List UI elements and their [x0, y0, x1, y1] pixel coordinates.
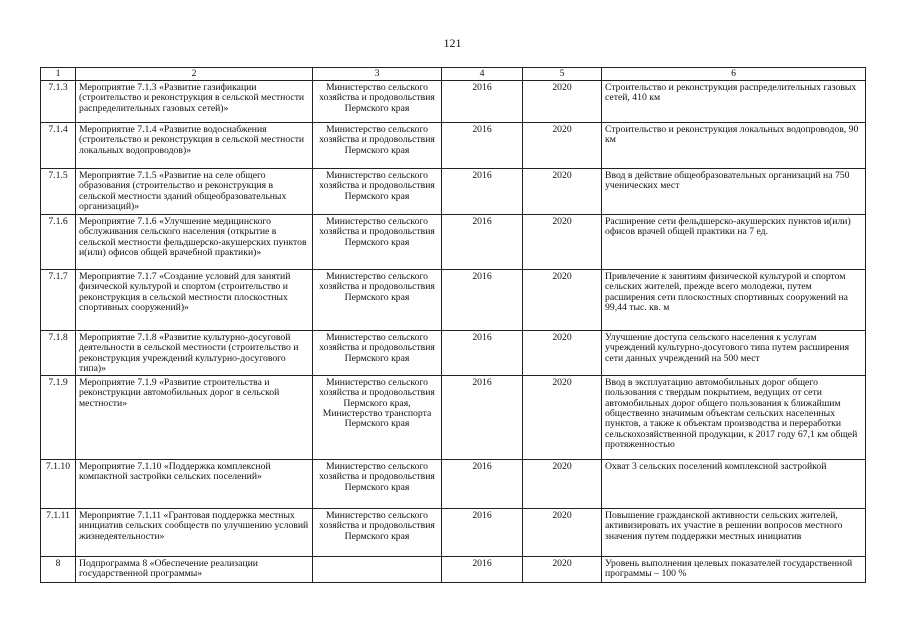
- expected-result: Привлечение к занятиям физической культурой и спортом сельских жителей, прежде всего молодежи, путем расширения сети плоскостных спортивных сооружений на 99,44 тыс. кв. м: [602, 270, 866, 331]
- column-number: 1: [41, 68, 76, 81]
- measure-number: 8: [41, 557, 76, 583]
- table-row: [41, 509, 866, 557]
- measure-number: 7.1.11: [41, 509, 76, 557]
- start-year: 2016: [442, 557, 523, 583]
- start-year: 2016: [442, 509, 523, 557]
- end-year: 2020: [523, 331, 602, 376]
- expected-result: Уровень выполнения целевых показателей государственной программы – 100 %: [602, 557, 866, 583]
- measure-number: 7.1.7: [41, 270, 76, 331]
- start-year: 2016: [442, 215, 523, 270]
- page-number: 121: [443, 36, 462, 50]
- responsible-executor: Министерство сельского хозяйства и продовольствия Пермского края: [313, 123, 442, 169]
- responsible-executor: Министерство сельского хозяйства и продовольствия Пермского края: [313, 270, 442, 331]
- table-row: [41, 215, 866, 270]
- start-year: 2016: [442, 460, 523, 509]
- start-year: 2016: [442, 270, 523, 331]
- table-row: [41, 376, 866, 460]
- column-number: 4: [442, 68, 523, 81]
- start-year: 2016: [442, 376, 523, 460]
- table-row: [41, 557, 866, 583]
- column-number: 2: [76, 68, 313, 81]
- table-row: [41, 270, 866, 331]
- expected-result: Охват 3 сельских поселений комплексной застройкой: [602, 460, 866, 509]
- table-row: [41, 123, 866, 169]
- table-row: [41, 331, 866, 376]
- measure-description: Мероприятие 7.1.3 «Развитие газификации (строительство и реконструкция в сельской местности распределительных газовых сетей)»: [76, 81, 313, 123]
- responsible-executor: Министерство сельского хозяйства и продовольствия Пермского края: [313, 509, 442, 557]
- end-year: 2020: [523, 169, 602, 215]
- end-year: 2020: [523, 460, 602, 509]
- end-year: 2020: [523, 557, 602, 583]
- responsible-executor: Министерство сельского хозяйства и продовольствия Пермского края: [313, 81, 442, 123]
- column-number: 6: [602, 68, 866, 81]
- column-number-row: [41, 68, 866, 81]
- measure-description: Мероприятие 7.1.9 «Развитие строительства и реконструкции автомобильных дорог в сельской местности»: [76, 376, 313, 460]
- end-year: 2020: [523, 81, 602, 123]
- table-row: [41, 169, 866, 215]
- measure-description: Мероприятие 7.1.7 «Создание условий для занятий физической культурой и спортом (строительство и реконструкция в сельской местности плоскостных спортивных сооружений)»: [76, 270, 313, 331]
- measure-number: 7.1.5: [41, 169, 76, 215]
- responsible-executor: Министерство сельского хозяйства и продовольствия Пермского края, Министерство транспорта Пермского края: [313, 376, 442, 460]
- expected-result: Ввод в эксплуатацию автомобильных дорог общего пользования с твердым покрытием, ведущих от сети автомобильных дорог общего пользования к ближайшим общественно значимым объектам сельских населенных пунктов, а также к объектам производства и переработки сельскохозяйственной продукции, к 2017 году 67,1 км общей протяженностью: [602, 376, 866, 460]
- start-year: 2016: [442, 169, 523, 215]
- responsible-executor: Министерство сельского хозяйства и продовольствия Пермского края: [313, 460, 442, 509]
- measure-description: Мероприятие 7.1.11 «Грантовая поддержка местных инициатив сельских сообществ по улучшению условий жизнедеятельности»: [76, 509, 313, 557]
- measure-description: Мероприятие 7.1.5 «Развитие на селе общего образования (строительство и реконструкция в сельской местности зданий общеобразовательных организаций)»: [76, 169, 313, 215]
- program-measures-table: [40, 67, 866, 583]
- measure-number: 7.1.6: [41, 215, 76, 270]
- responsible-executor: [313, 557, 442, 583]
- measure-number: 7.1.10: [41, 460, 76, 509]
- measure-number: 7.1.8: [41, 331, 76, 376]
- expected-result: Повышение гражданской активности сельских жителей, активизировать их участие в решении вопросов местного значения путем поддержки местных инициатив: [602, 509, 866, 557]
- expected-result: Ввод в действие общеобразовательных организаций на 750 ученических мест: [602, 169, 866, 215]
- measure-description: Мероприятие 7.1.6 «Улучшение медицинского обслуживания сельского населения (открытие в сельской местности фельдшерско-акушерских пунктов и(или) офисов общей врачебной практики)»: [76, 215, 313, 270]
- start-year: 2016: [442, 331, 523, 376]
- expected-result: Строительство и реконструкция локальных водопроводов, 90 км: [602, 123, 866, 169]
- end-year: 2020: [523, 215, 602, 270]
- measure-description: Мероприятие 7.1.8 «Развитие культурно-досуговой деятельности в сельской местности (строительство и реконструкция учреждений культурно-досугового типа)»: [76, 331, 313, 376]
- expected-result: Строительство и реконструкция распределительных газовых сетей, 410 км: [602, 81, 866, 123]
- column-number: 5: [523, 68, 602, 81]
- end-year: 2020: [523, 376, 602, 460]
- measure-description: Подпрограмма 8 «Обеспечение реализации государственной программы»: [76, 557, 313, 583]
- end-year: 2020: [523, 509, 602, 557]
- start-year: 2016: [442, 81, 523, 123]
- end-year: 2020: [523, 123, 602, 169]
- start-year: 2016: [442, 123, 523, 169]
- expected-result: Расширение сети фельдшерско-акушерских пунктов и(или) офисов врачей общей практики на 7 ед.: [602, 215, 866, 270]
- responsible-executor: Министерство сельского хозяйства и продовольствия Пермского края: [313, 331, 442, 376]
- measure-description: Мероприятие 7.1.10 «Поддержка комплексной компактной застройки сельских поселений»: [76, 460, 313, 509]
- expected-result: Улучшение доступа сельского населения к услугам учреждений культурно-досугового типа путем расширения сети данных учреждений на 500 мест: [602, 331, 866, 376]
- table-row: [41, 81, 866, 123]
- measure-number: 7.1.3: [41, 81, 76, 123]
- column-number: 3: [313, 68, 442, 81]
- measure-description: Мероприятие 7.1.4 «Развитие водоснабжения (строительство и реконструкция в сельской местности локальных водопроводов)»: [76, 123, 313, 169]
- responsible-executor: Министерство сельского хозяйства и продовольствия Пермского края: [313, 215, 442, 270]
- table-row: [41, 460, 866, 509]
- measure-number: 7.1.9: [41, 376, 76, 460]
- measure-number: 7.1.4: [41, 123, 76, 169]
- end-year: 2020: [523, 270, 602, 331]
- responsible-executor: Министерство сельского хозяйства и продовольствия Пермского края: [313, 169, 442, 215]
